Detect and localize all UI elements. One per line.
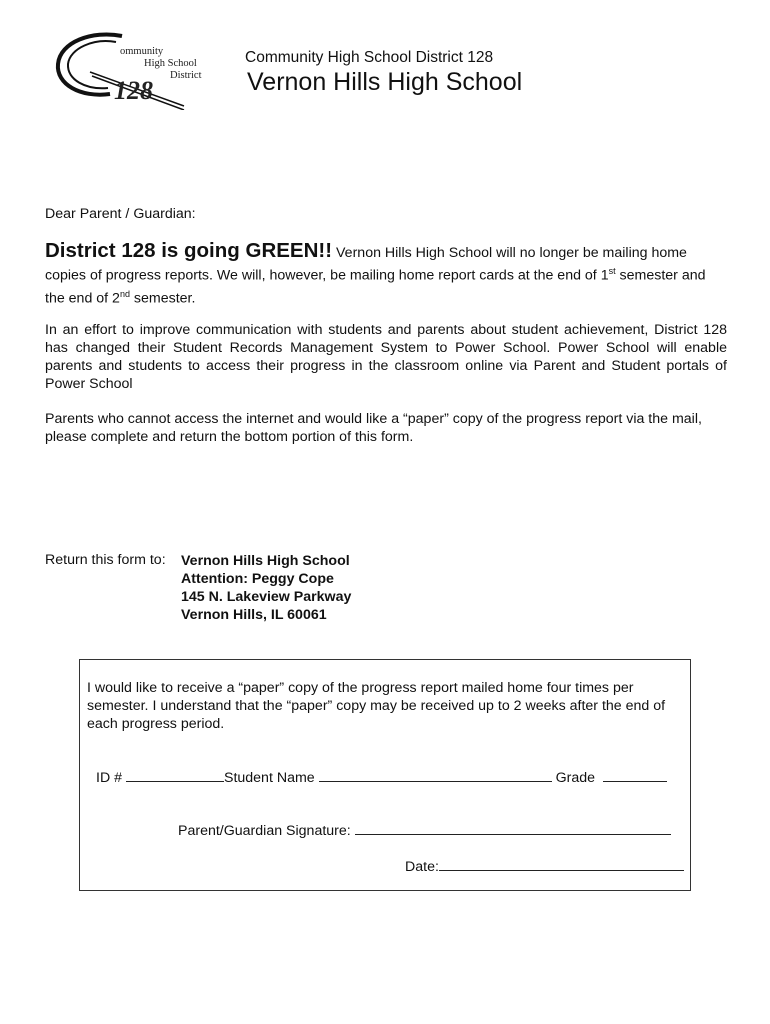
return-address — [181, 552, 351, 624]
green-text-3: semester. — [129, 290, 196, 307]
green-text-1: Vernon Hills High School will no longer be mailing home copies of progress reports. We will, however, be mailing home report cards at the end of 1 — [45, 245, 687, 284]
logo-word-community: ommunity — [120, 46, 164, 57]
student-name-label: Student Name — [223, 770, 315, 786]
request-form — [79, 659, 691, 891]
signature-field[interactable] — [355, 822, 671, 835]
power-school-paragraph: In an effort to improve communication with students and parents about student achievement, District 128 has changed their Student Records Management System to Power School. Power School will enable parents and students to access their progress in the classroom online via Parent and Student portals of Power School — [45, 322, 727, 392]
address-line: 145 N. Lakeview Parkway — [181, 589, 352, 605]
signature-label: Parent/Guardian Signature: — [178, 823, 351, 839]
logo-word-district: District — [170, 70, 202, 81]
form-statement: I would like to receive a “paper” copy of the progress report mailed home four times per semester. I understand that the “paper” copy may be received up to 2 weeks after the end of each progress period. — [87, 680, 666, 732]
address-line: Vernon Hills High School — [181, 553, 350, 569]
sup-first: st — [608, 266, 616, 276]
logo-number: 128 — [114, 76, 153, 105]
district-logo — [52, 28, 212, 110]
address-line: Attention: Peggy Cope — [181, 571, 334, 587]
signature-row — [178, 822, 671, 839]
date-row — [405, 858, 684, 875]
student-name-field[interactable] — [319, 769, 552, 782]
district-name: Community High School District 128 — [245, 49, 494, 66]
address-line: Vernon Hills, IL 60061 — [181, 607, 327, 623]
green-text-2: semester and the end of 2 — [45, 267, 706, 307]
return-label: Return this form to: — [45, 552, 166, 568]
id-label: ID # — [96, 770, 123, 786]
green-heading: District 128 is going GREEN!! — [45, 239, 333, 262]
date-field[interactable] — [439, 858, 684, 871]
paper-copy-paragraph: Parents who cannot access the internet and would like a “paper” copy of the progress report via the mail, please complete and return the bottom portion of this form. — [45, 411, 702, 445]
logo-word-high-school: High School — [144, 58, 197, 69]
sup-second: nd — [119, 288, 130, 299]
grade-label: Grade — [555, 770, 596, 786]
student-info-row — [96, 769, 667, 786]
id-field[interactable] — [126, 769, 224, 782]
date-label: Date: — [405, 859, 439, 875]
green-announcement — [45, 240, 727, 307]
school-title: Vernon Hills High School — [247, 68, 523, 96]
salutation: Dear Parent / Guardian: — [45, 206, 196, 222]
grade-field[interactable] — [603, 769, 667, 782]
